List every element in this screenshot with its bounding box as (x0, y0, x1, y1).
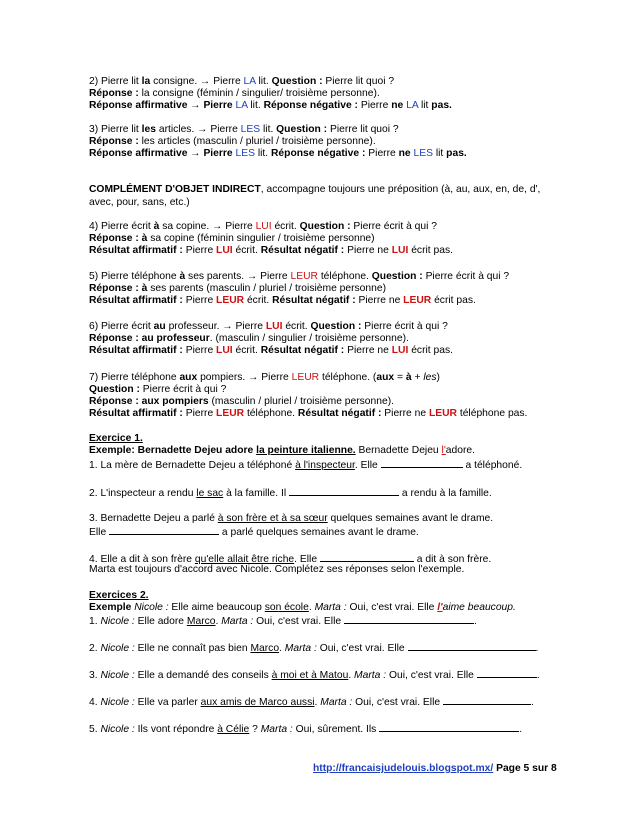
exercise-1-title: Exercice 1. (89, 433, 143, 444)
sentence-6: 6) Pierre écrit au professeur. → Pierre LUI écrit. Question : Pierre écrit à qui ? (89, 321, 448, 332)
exercise-1-item-3-cont: Elle a parlé quelques semaines avant le drame. (89, 527, 419, 538)
page-number: Page 5 sur 8 (493, 763, 557, 774)
answer-blank[interactable] (289, 486, 399, 496)
coi-definition-cont: avec, pour, sans, etc.) (89, 197, 190, 208)
exercise-2-item-2: 2. Nicole : Elle ne connaît pas bien Marco. Marta : Oui, c'est vrai. Elle . (89, 643, 539, 654)
exercise-1-item-3: 3. Bernadette Dejeu a parlé à son frère et à sa sœur quelques semaines avant le drame. (89, 513, 494, 524)
answer-6: Réponse : au professeur. (masculin / singulier / troisième personne). (89, 333, 409, 344)
exercise-1-item-2: 2. L'inspecteur a rendu le sac à la famille. Il a rendu à la famille. (89, 488, 492, 499)
answer-blank[interactable] (443, 695, 531, 705)
exercise-1-item-4: 4. Elle a dit à son frère qu'elle allait être riche. Elle a dit à son frère. (89, 554, 492, 565)
answer-2: Réponse : la consigne (féminin / singulier/ troisième personne). (89, 88, 380, 99)
answer-7: Réponse : aux pompiers (masculin / pluriel / troisième personne). (89, 396, 395, 407)
sentence-5: 5) Pierre téléphone à ses parents. → Pierre LEUR téléphone. Question : Pierre écrit à qui ? (89, 271, 510, 282)
result-7: Résultat affirmatif : Pierre LEUR téléphone. Résultat négatif : Pierre ne LEUR téléphone pas. (89, 408, 528, 419)
sentence-4: 4) Pierre écrit à sa copine. → Pierre LUI écrit. Question : Pierre écrit à qui ? (89, 221, 437, 232)
exercise-1-instruction: Marta est toujours d'accord avec Nicole. Complétez ses réponses selon l'exemple. (89, 564, 465, 575)
sentence-7: 7) Pierre téléphone aux pompiers. → Pierre LEUR téléphone. (aux = à + les) (89, 372, 440, 383)
answer-blank[interactable] (320, 552, 414, 562)
sentence-2: 2) Pierre lit la consigne. → Pierre LA lit. Question : Pierre lit quoi ? (89, 76, 395, 87)
answer-5: Réponse : à ses parents (masculin / pluriel / troisième personne) (89, 283, 387, 294)
answer-blank[interactable] (477, 668, 537, 678)
answer-blank[interactable] (381, 458, 463, 468)
sentence-3: 3) Pierre lit les articles. → Pierre LES lit. Question : Pierre lit quoi ? (89, 124, 399, 135)
exercise-2-item-4: 4. Nicole : Elle va parler aux amis de Marco aussi. Marta : Oui, c'est vrai. Elle . (89, 697, 534, 708)
answer-blank[interactable] (408, 641, 536, 651)
exercise-2-title: Exercices 2. (89, 590, 149, 601)
answer-3: Réponse : les articles (masculin / pluriel / troisième personne). (89, 136, 376, 147)
result-6: Résultat affirmatif : Pierre LUI écrit. Résultat négatif : Pierre ne LUI écrit pas. (89, 345, 453, 356)
answer-blank[interactable] (109, 525, 219, 535)
exercise-2-example: Exemple Nicole : Elle aime beaucoup son école. Marta : Oui, c'est vrai. Elle l'aime beaucoup. (89, 602, 516, 613)
page-footer (313, 763, 557, 774)
coi-definition: COMPLÉMENT D'OBJET INDIRECT, accompagne toujours une préposition (à, au, aux, en, de, d', (89, 184, 541, 195)
exercise-1-example: Exemple: Bernadette Dejeu adore la peinture italienne. Bernadette Dejeu l'adore. (89, 445, 475, 456)
exercise-2-item-3: 3. Nicole : Elle a demandé des conseils à moi et à Matou. Marta : Oui, c'est vrai. Elle . (89, 670, 540, 681)
answer-4: Réponse : à sa copine (féminin singulier / troisième personne) (89, 233, 375, 244)
question-7: Question : Pierre écrit à qui ? (89, 384, 227, 395)
result-4: Résultat affirmatif : Pierre LUI écrit. Résultat négatif : Pierre ne LUI écrit pas. (89, 245, 453, 256)
answer-pair-3: Réponse affirmative → Pierre LES lit. Réponse négative : Pierre ne LES lit pas. (89, 148, 467, 159)
exercise-1-item-1: 1. La mère de Bernadette Dejeu a téléphoné à l'inspecteur. Elle a téléphoné. (89, 460, 523, 471)
answer-blank[interactable] (379, 722, 519, 732)
answer-pair-2: Réponse affirmative → Pierre LA lit. Réponse négative : Pierre ne LA lit pas. (89, 100, 452, 111)
result-5: Résultat affirmatif : Pierre LEUR écrit. Résultat négatif : Pierre ne LEUR écrit pas. (89, 295, 476, 306)
answer-blank[interactable] (344, 614, 474, 624)
exercise-2-item-5: 5. Nicole : Ils vont répondre à Célie ? Marta : Oui, sûrement. Ils . (89, 724, 523, 735)
exercise-2-item-1: 1. Nicole : Elle adore Marco. Marta : Oui, c'est vrai. Elle . (89, 616, 477, 627)
blog-link[interactable]: http://francaisjudelouis.blogspot.mx/ (313, 763, 494, 774)
